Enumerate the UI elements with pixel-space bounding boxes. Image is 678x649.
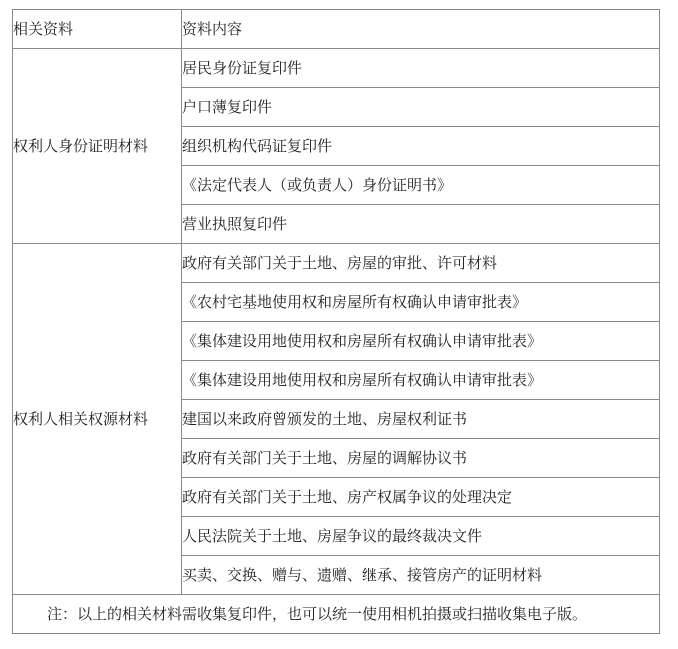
materials-table-container — [12, 9, 659, 634]
material-item: 建国以来政府曾颁发的土地、房屋权利证书 — [182, 400, 660, 439]
material-item: 《集体建设用地使用权和房屋所有权确认申请审批表》 — [182, 322, 660, 361]
material-item: 《法定代表人（或负责人）身份证明书》 — [182, 166, 660, 205]
material-item: 居民身份证复印件 — [182, 49, 660, 88]
table-header-row — [13, 10, 660, 49]
material-item: 人民法院关于土地、房屋争议的最终裁决文件 — [182, 517, 660, 556]
material-item: 《集体建设用地使用权和房屋所有权确认申请审批表》 — [182, 361, 660, 400]
material-item: 营业执照复印件 — [182, 205, 660, 244]
materials-table — [12, 9, 660, 634]
group-label-identity: 权利人身份证明材料 — [13, 49, 182, 244]
material-item: 户口薄复印件 — [182, 88, 660, 127]
header-material-content: 资料内容 — [182, 10, 660, 49]
material-item: 《农村宅基地使用权和房屋所有权确认申请审批表》 — [182, 283, 660, 322]
header-related-materials: 相关资料 — [13, 10, 182, 49]
material-item: 政府有关部门关于土地、房产权属争议的处理决定 — [182, 478, 660, 517]
group-label-rights-source: 权利人相关权源材料 — [13, 244, 182, 595]
table-note: 注：以上的相关材料需收集复印件，也可以统一使用相机拍摄或扫描收集电子版。 — [13, 595, 660, 634]
table-note-row — [13, 595, 660, 634]
material-item: 政府有关部门关于土地、房屋的调解协议书 — [182, 439, 660, 478]
table-row — [13, 49, 660, 88]
material-item: 组织机构代码证复印件 — [182, 127, 660, 166]
material-item: 买卖、交换、赠与、遗赠、继承、接管房产的证明材料 — [182, 556, 660, 595]
table-row — [13, 244, 660, 283]
material-item: 政府有关部门关于土地、房屋的审批、许可材料 — [182, 244, 660, 283]
